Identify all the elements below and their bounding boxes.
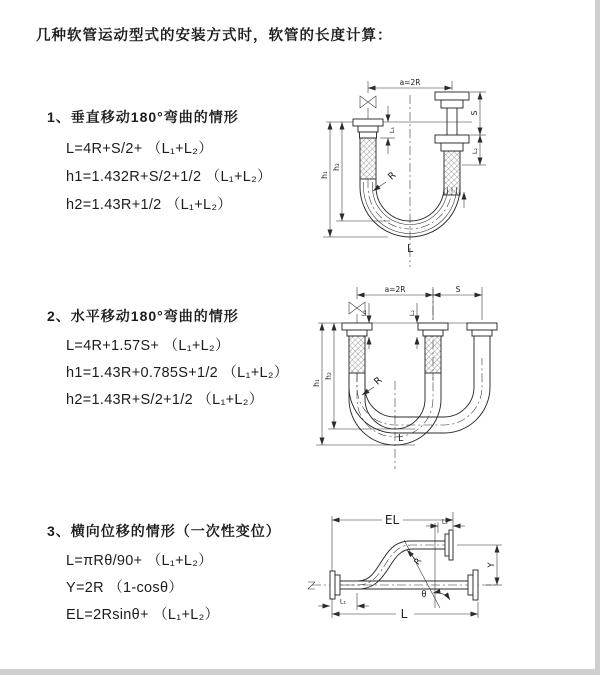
diagram-vertical-180-bend xyxy=(310,75,600,270)
left-flange-assembly xyxy=(342,323,372,373)
displaced-flange-assembly xyxy=(445,530,453,560)
diagram-lateral-displacement xyxy=(300,503,600,648)
scan-edge-bottom xyxy=(0,669,600,675)
s-dim-label: S xyxy=(470,110,479,116)
radius-callout xyxy=(407,550,424,567)
l1-dimension xyxy=(380,106,396,154)
l2-dim-label: L₂ xyxy=(471,147,479,155)
diagram-horizontal-180-bend xyxy=(310,283,600,473)
el-dim-label: EL xyxy=(384,513,400,527)
l1-dim-label: L₁ xyxy=(339,597,347,606)
braided-hose-section xyxy=(425,336,441,373)
l2-dim-label: L₂ xyxy=(441,517,449,526)
right-flange-assembly xyxy=(467,323,497,358)
valve-icon xyxy=(360,96,376,119)
radius-label: R xyxy=(412,556,425,568)
section-2-formula-L: L=4R+1.57S+ （L₁+L₂） xyxy=(66,338,230,354)
section-3-formula-EL: EL=2Rsinθ+ （L₁+L₂） xyxy=(66,607,220,623)
section-3-heading: 3、横向位移的情形（一次性变位） xyxy=(47,523,281,539)
theta-label: θ xyxy=(421,590,427,600)
right-flange-assembly xyxy=(435,92,469,195)
s-dimension xyxy=(462,92,486,165)
section-2-formula-h2: h2=1.43R+S/2+1/2 （L₁+L₂） xyxy=(66,392,264,408)
radius-callout xyxy=(373,170,399,191)
length-label: L xyxy=(407,242,414,255)
y-dim-label: Y xyxy=(487,562,497,568)
section-3-formula-Y: Y=2R （1-cosθ） xyxy=(66,580,184,596)
l1-dimension xyxy=(318,593,369,610)
radius-label: R xyxy=(386,169,399,183)
theta-construction xyxy=(404,523,450,608)
section-2-formula-h1: h1=1.43R+0.785S+1/2 （L₁+L₂） xyxy=(66,365,289,381)
section-1-heading: 1、垂直移动180°弯曲的情形 xyxy=(47,109,239,125)
braided-hose-section xyxy=(349,336,365,373)
section-1-formula-h2: h2=1.43R+1/2 （L₁+L₂） xyxy=(66,197,233,213)
page-title: 几种软管运动型式的安装方式时，软管的长度计算： xyxy=(36,28,393,44)
y-dimension xyxy=(457,545,502,585)
h1-dim-label: h₁ xyxy=(320,171,329,179)
scan-edge-right xyxy=(595,0,600,675)
span-dimension xyxy=(368,78,452,93)
left-flange-assembly xyxy=(353,119,383,179)
braided-hose-section xyxy=(360,138,376,179)
hose-u-curve-position-2 xyxy=(349,358,490,433)
length-dimension xyxy=(332,599,478,621)
middle-flange-assembly xyxy=(418,323,448,373)
top-dimensions xyxy=(357,285,482,320)
radius-label: R xyxy=(372,374,385,388)
centerline-break-mark xyxy=(308,582,315,589)
h2-dim-label: h₂ xyxy=(324,372,333,380)
l1-dim-label: L₁ xyxy=(360,309,368,317)
span-dim-label: a=2R xyxy=(399,78,421,87)
span-dim-label: a=2R xyxy=(384,285,406,294)
l2-dim-label: L₂ xyxy=(408,309,416,317)
section-3-formula-L: L=πRθ/90+ （L₁+L₂） xyxy=(66,553,213,569)
section-1-formula-h1: h1=1.432R+S/2+1/2 （L₁+L₂） xyxy=(66,169,272,185)
length-label: L xyxy=(400,607,408,621)
length-label: L xyxy=(398,433,404,444)
h1-dim-label: h₁ xyxy=(312,379,321,387)
s-dim-label: S xyxy=(455,285,461,294)
section-2-heading: 2、水平移动180°弯曲的情形 xyxy=(47,308,239,324)
height-dimensions xyxy=(320,122,390,237)
hose-s-curve xyxy=(340,541,445,589)
h2-dim-label: h₂ xyxy=(332,163,341,171)
l1-dim-label: L₁ xyxy=(388,126,396,134)
section-1-formula-L: L=4R+S/2+ （L₁+L₂） xyxy=(66,141,214,157)
